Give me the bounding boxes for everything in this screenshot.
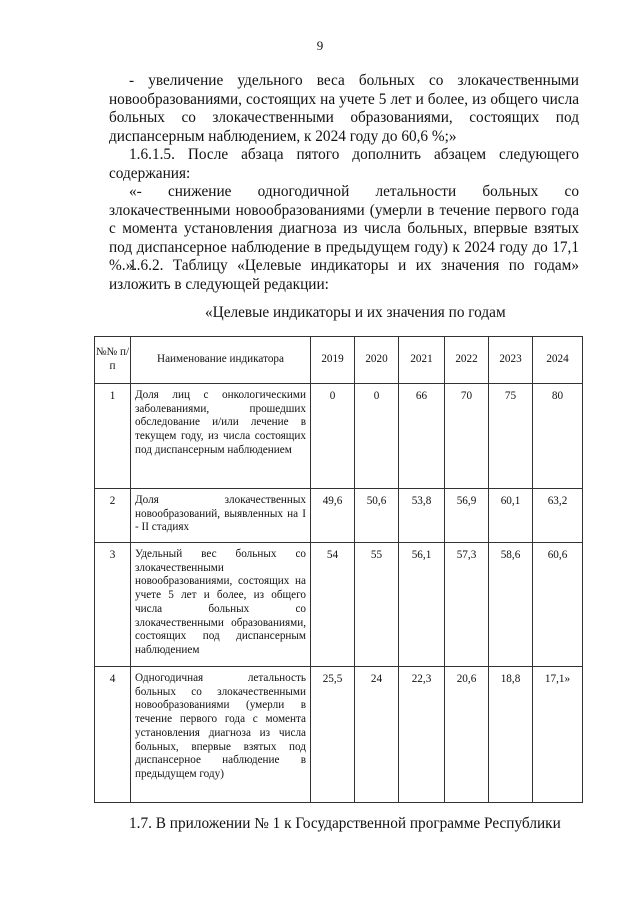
table-header-row <box>95 337 583 384</box>
indicator-value: 58,6 <box>489 543 533 667</box>
indicator-value: 55 <box>355 543 399 667</box>
indicator-value: 22,3 <box>399 667 445 803</box>
indicator-value: 17,1» <box>533 667 583 803</box>
indicator-name: Удельный вес больных со злокачественными новообразованиями, состоящих на учете 5 лет и более, из общего числа больных со злокачественными образованиями, состоящих под диспансерным наблюдением <box>131 543 311 667</box>
indicator-value: 54 <box>311 543 355 667</box>
header-year: 2020 <box>355 337 399 384</box>
page-number: 9 <box>316 38 324 53</box>
indicator-value: 75 <box>489 384 533 489</box>
indicator-value: 66 <box>399 384 445 489</box>
header-year: 2021 <box>399 337 445 384</box>
header-name: Наименование индикатора <box>131 337 311 384</box>
paragraph-5: 1.7. В приложении № 1 к Государственной программе Республики <box>129 815 561 832</box>
indicator-value: 63,2 <box>533 489 583 543</box>
header-year: 2019 <box>311 337 355 384</box>
indicator-value: 70 <box>445 384 489 489</box>
header-year: 2024 <box>533 337 583 384</box>
indicator-value: 0 <box>355 384 399 489</box>
row-number: 1 <box>95 384 131 489</box>
indicator-value: 20,6 <box>445 667 489 803</box>
indicator-name: Доля злокачественных новообразований, выявленных на I - II стадиях <box>131 489 311 543</box>
indicator-name: Доля лиц с онкологическими заболеваниями, прошедших обследование и/или лечение в текущем году, из числа состоящих под диспансерным наблюдением <box>131 384 311 489</box>
indicator-value: 0 <box>311 384 355 489</box>
table-row <box>95 489 583 543</box>
paragraph-3: «- снижение одногодичной летальности больных со злокачественными новообразованиями (умерли в течение первого года с момента установления диагноза из числа больных, впервые взятых под диспансерное наблюдение в предыдущем году) к 2024 году до 17,1 %.». <box>109 183 579 275</box>
row-number: 2 <box>95 489 131 543</box>
paragraph-4: 1.6.2. Таблицу «Целевые индикаторы и их значения по годам» изложить в следующей редакции: <box>109 257 579 293</box>
table-caption: «Целевые индикаторы и их значения по годам <box>205 304 506 321</box>
indicator-value: 57,3 <box>445 543 489 667</box>
indicator-value: 56,9 <box>445 489 489 543</box>
table-row <box>95 384 583 489</box>
indicator-value: 49,6 <box>311 489 355 543</box>
row-number: 3 <box>95 543 131 667</box>
indicator-value: 50,6 <box>355 489 399 543</box>
indicator-value: 60,6 <box>533 543 583 667</box>
header-num: №№ п/п <box>95 337 131 384</box>
indicator-value: 24 <box>355 667 399 803</box>
indicator-value: 18,8 <box>489 667 533 803</box>
indicator-value: 25,5 <box>311 667 355 803</box>
indicators-table <box>94 336 583 803</box>
indicator-value: 80 <box>533 384 583 489</box>
row-number: 4 <box>95 667 131 803</box>
indicator-value: 53,8 <box>399 489 445 543</box>
paragraph-2: 1.6.1.5. После абзаца пятого дополнить абзацем следующего содержания: <box>109 146 579 182</box>
indicator-name: Одногодичная летальность больных со злокачественными новообразованиями (умерли в течение первого года с момента установления диагноза из числа больных, впервые взятых под диспансерное наблюдение в предыдущем году) <box>131 667 311 803</box>
table-row <box>95 667 583 803</box>
table-row <box>95 543 583 667</box>
indicator-value: 60,1 <box>489 489 533 543</box>
header-year: 2023 <box>489 337 533 384</box>
paragraph-1: - увеличение удельного веса больных со злокачественными новообразованиями, состоящих на учете 5 лет и более, из общего числа больных со злокачественными образованиями, состоящих под диспансерным наблюдением, к 2024 году до 60,6 %;» <box>109 72 579 145</box>
header-year: 2022 <box>445 337 489 384</box>
indicator-value: 56,1 <box>399 543 445 667</box>
